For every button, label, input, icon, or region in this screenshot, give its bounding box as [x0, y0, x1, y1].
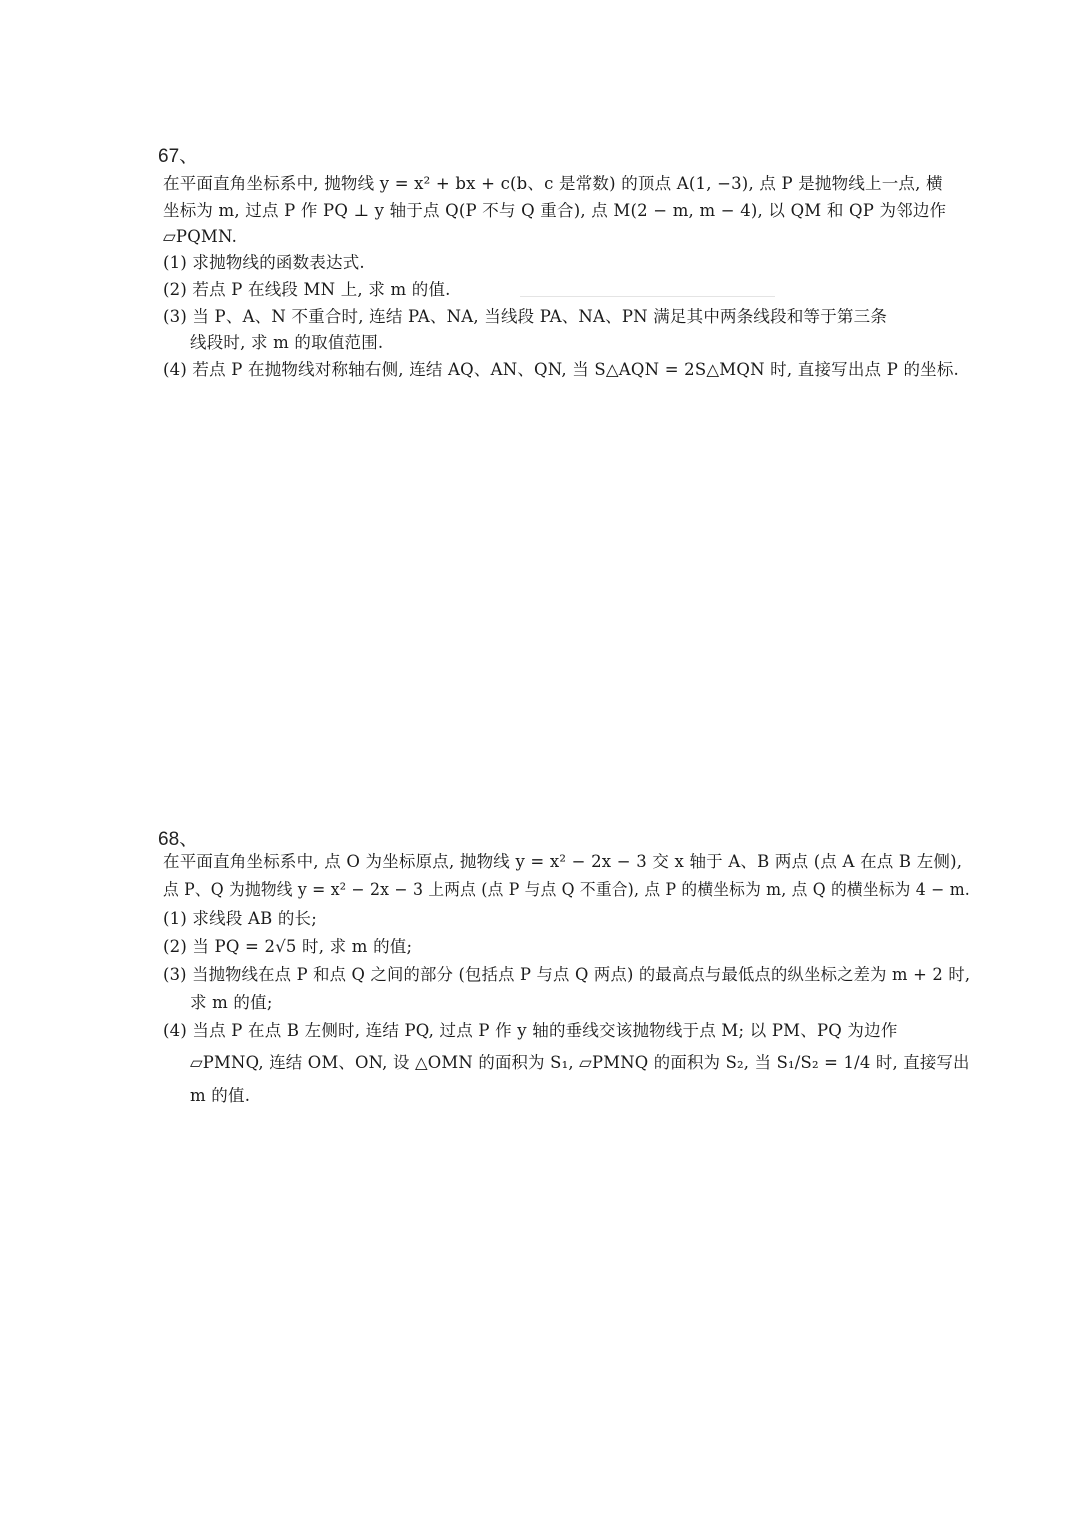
problem-text-line: 坐标为 m, 过点 P 作 PQ ⊥ y 轴于点 Q(P 不与 Q 重合), 点 M(2 − m, m − 4), 以 QM 和 QP 为邻边作	[163, 201, 947, 220]
question-2: (2) 当 PQ = 2√5 时, 求 m 的值;	[163, 937, 413, 956]
question-3-continued: 求 m 的值;	[190, 993, 273, 1012]
question-4: (4) 当点 P 在点 B 左侧时, 连结 PQ, 过点 P 作 y 轴的垂线交该抛物线于点 M; 以 PM、PQ 为边作	[163, 1021, 898, 1040]
problem-number: 68、	[158, 829, 199, 850]
question-1: (1) 求抛物线的函数表达式.	[163, 253, 365, 272]
problem-text-line: 点 P、Q 为抛物线 y = x² − 2x − 3 上两点 (点 P 与点 Q 不重合), 点 P 的横坐标为 m, 点 Q 的横坐标为 4 − m.	[163, 880, 970, 899]
problem-text-line: 在平面直角坐标系中, 点 O 为坐标原点, 抛物线 y = x² − 2x − 3 交 x 轴于 A、B 两点 (点 A 在点 B 左侧),	[163, 852, 963, 871]
question-2: (2) 若点 P 在线段 MN 上, 求 m 的值.	[163, 280, 451, 299]
question-4-continued: m 的值.	[190, 1086, 251, 1105]
question-3: (3) 当 P、A、N 不重合时, 连结 PA、NA, 当线段 PA、NA、PN 满足其中两条线段和等于第三条	[163, 307, 888, 326]
question-3: (3) 当抛物线在点 P 和点 Q 之间的部分 (包括点 P 与点 Q 两点) 的最高点与最低点的纵坐标之差为 m + 2 时,	[163, 965, 971, 984]
question-4: (4) 若点 P 在抛物线对称轴右侧, 连结 AQ、AN、QN, 当 S△AQN = 2S△MQN 时, 直接写出点 P 的坐标.	[163, 360, 959, 379]
question-4-continued: ▱PMNQ, 连结 OM、ON, 设 △OMN 的面积为 S₁, ▱PMNQ 的面积为 S₂, 当 S₁/S₂ = 1/4 时, 直接写出	[190, 1053, 970, 1072]
divider	[520, 296, 775, 297]
problem-text-line: ▱PQMN.	[163, 227, 238, 246]
problem-number: 67、	[158, 146, 199, 167]
problem-text-line: 在平面直角坐标系中, 抛物线 y = x² + bx + c(b、c 是常数) 的顶点 A(1, −3), 点 P 是抛物线上一点, 横	[163, 174, 943, 193]
question-1: (1) 求线段 AB 的长;	[163, 909, 318, 928]
question-3-continued: 线段时, 求 m 的取值范围.	[190, 333, 384, 352]
